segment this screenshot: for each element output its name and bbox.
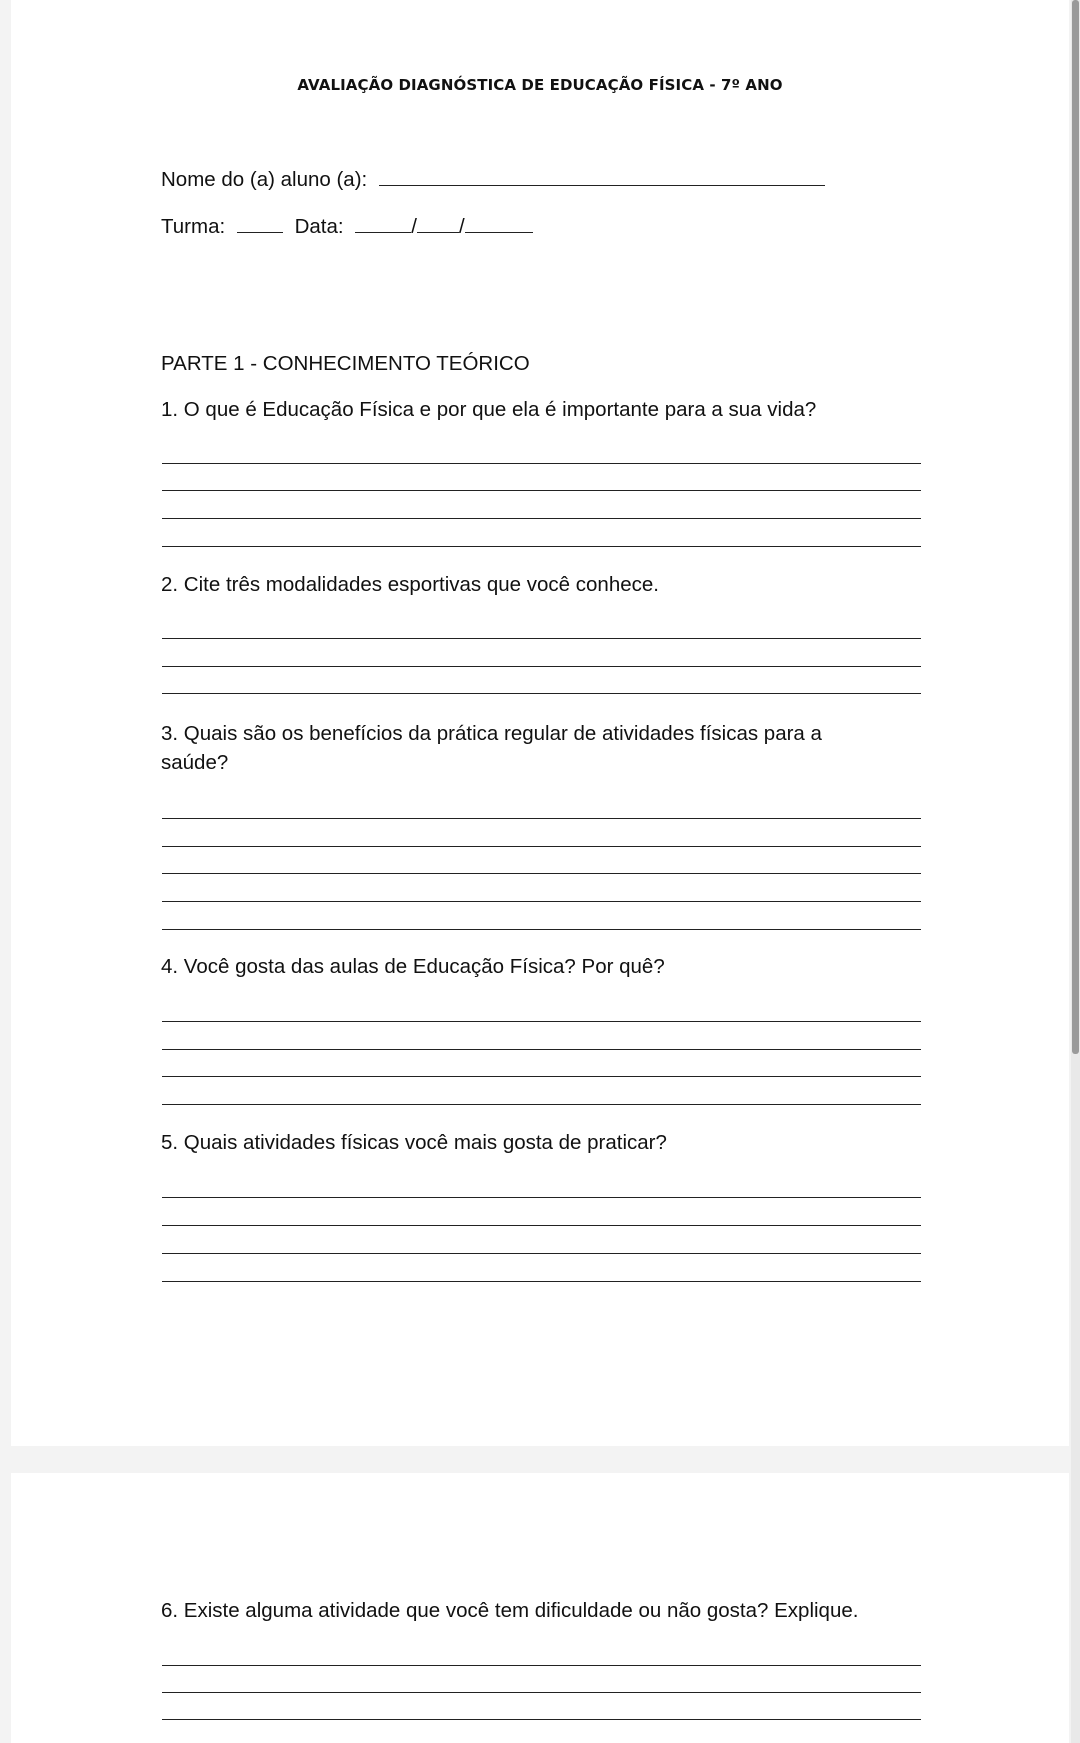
date-day-blank bbox=[355, 212, 411, 233]
answer-line bbox=[162, 1197, 921, 1198]
answer-line bbox=[162, 1281, 921, 1282]
question-6: 6. Existe alguma atividade que você tem dificuldade ou não gosta? Explique. bbox=[161, 1599, 859, 1622]
question-1: 1. O que é Educação Física e por que ela é importante para a sua vida? bbox=[161, 398, 817, 421]
answer-line bbox=[162, 638, 921, 639]
question-5: 5. Quais atividades físicas você mais gosta de praticar? bbox=[161, 1131, 667, 1154]
scrollbar-thumb[interactable] bbox=[1072, 0, 1079, 1054]
answer-line bbox=[162, 1049, 921, 1050]
student-name-blank bbox=[379, 165, 825, 186]
answer-line bbox=[162, 873, 921, 874]
answer-line bbox=[162, 818, 921, 819]
class-date-row bbox=[161, 212, 533, 239]
answer-line bbox=[162, 1021, 921, 1022]
student-name-label: Nome do (a) aluno (a): bbox=[161, 168, 368, 191]
question-4: 4. Você gosta das aulas de Educação Física? Por quê? bbox=[161, 955, 665, 978]
answer-line bbox=[162, 1253, 921, 1254]
student-name-row bbox=[161, 165, 825, 192]
document-page-2 bbox=[11, 1473, 1069, 1743]
answer-line bbox=[162, 1225, 921, 1226]
answer-line bbox=[162, 693, 921, 694]
date-month-blank bbox=[417, 212, 459, 233]
answer-line bbox=[162, 846, 921, 847]
answer-line bbox=[162, 1692, 921, 1693]
date-separator: / bbox=[411, 215, 417, 238]
answer-line bbox=[162, 463, 921, 464]
answer-line bbox=[162, 1665, 921, 1666]
date-separator: / bbox=[458, 215, 465, 238]
answer-line bbox=[162, 1104, 921, 1105]
date-year-blank bbox=[465, 212, 533, 233]
section-title: PARTE 1 - CONHECIMENTO TEÓRICO bbox=[161, 352, 530, 375]
answer-line bbox=[162, 901, 921, 902]
answer-line bbox=[162, 666, 921, 667]
question-3-line-2: saúde? bbox=[161, 751, 229, 774]
question-2: 2. Cite três modalidades esportivas que você conhece. bbox=[161, 573, 659, 596]
date-label: Data: bbox=[294, 215, 344, 238]
question-3-line-1: 3. Quais são os benefícios da prática regular de atividades físicas para a bbox=[161, 722, 822, 745]
class-blank bbox=[237, 212, 283, 233]
document-page-1 bbox=[11, 0, 1069, 1446]
answer-line bbox=[162, 929, 921, 930]
answer-line bbox=[162, 518, 921, 519]
class-label: Turma: bbox=[161, 215, 226, 238]
answer-line bbox=[162, 1076, 921, 1077]
document-title: AVALIAÇÃO DIAGNÓSTICA DE EDUCAÇÃO FÍSICA - 7º ANO bbox=[297, 76, 783, 94]
answer-line bbox=[162, 1719, 921, 1720]
answer-line bbox=[162, 490, 921, 491]
answer-line bbox=[162, 546, 921, 547]
